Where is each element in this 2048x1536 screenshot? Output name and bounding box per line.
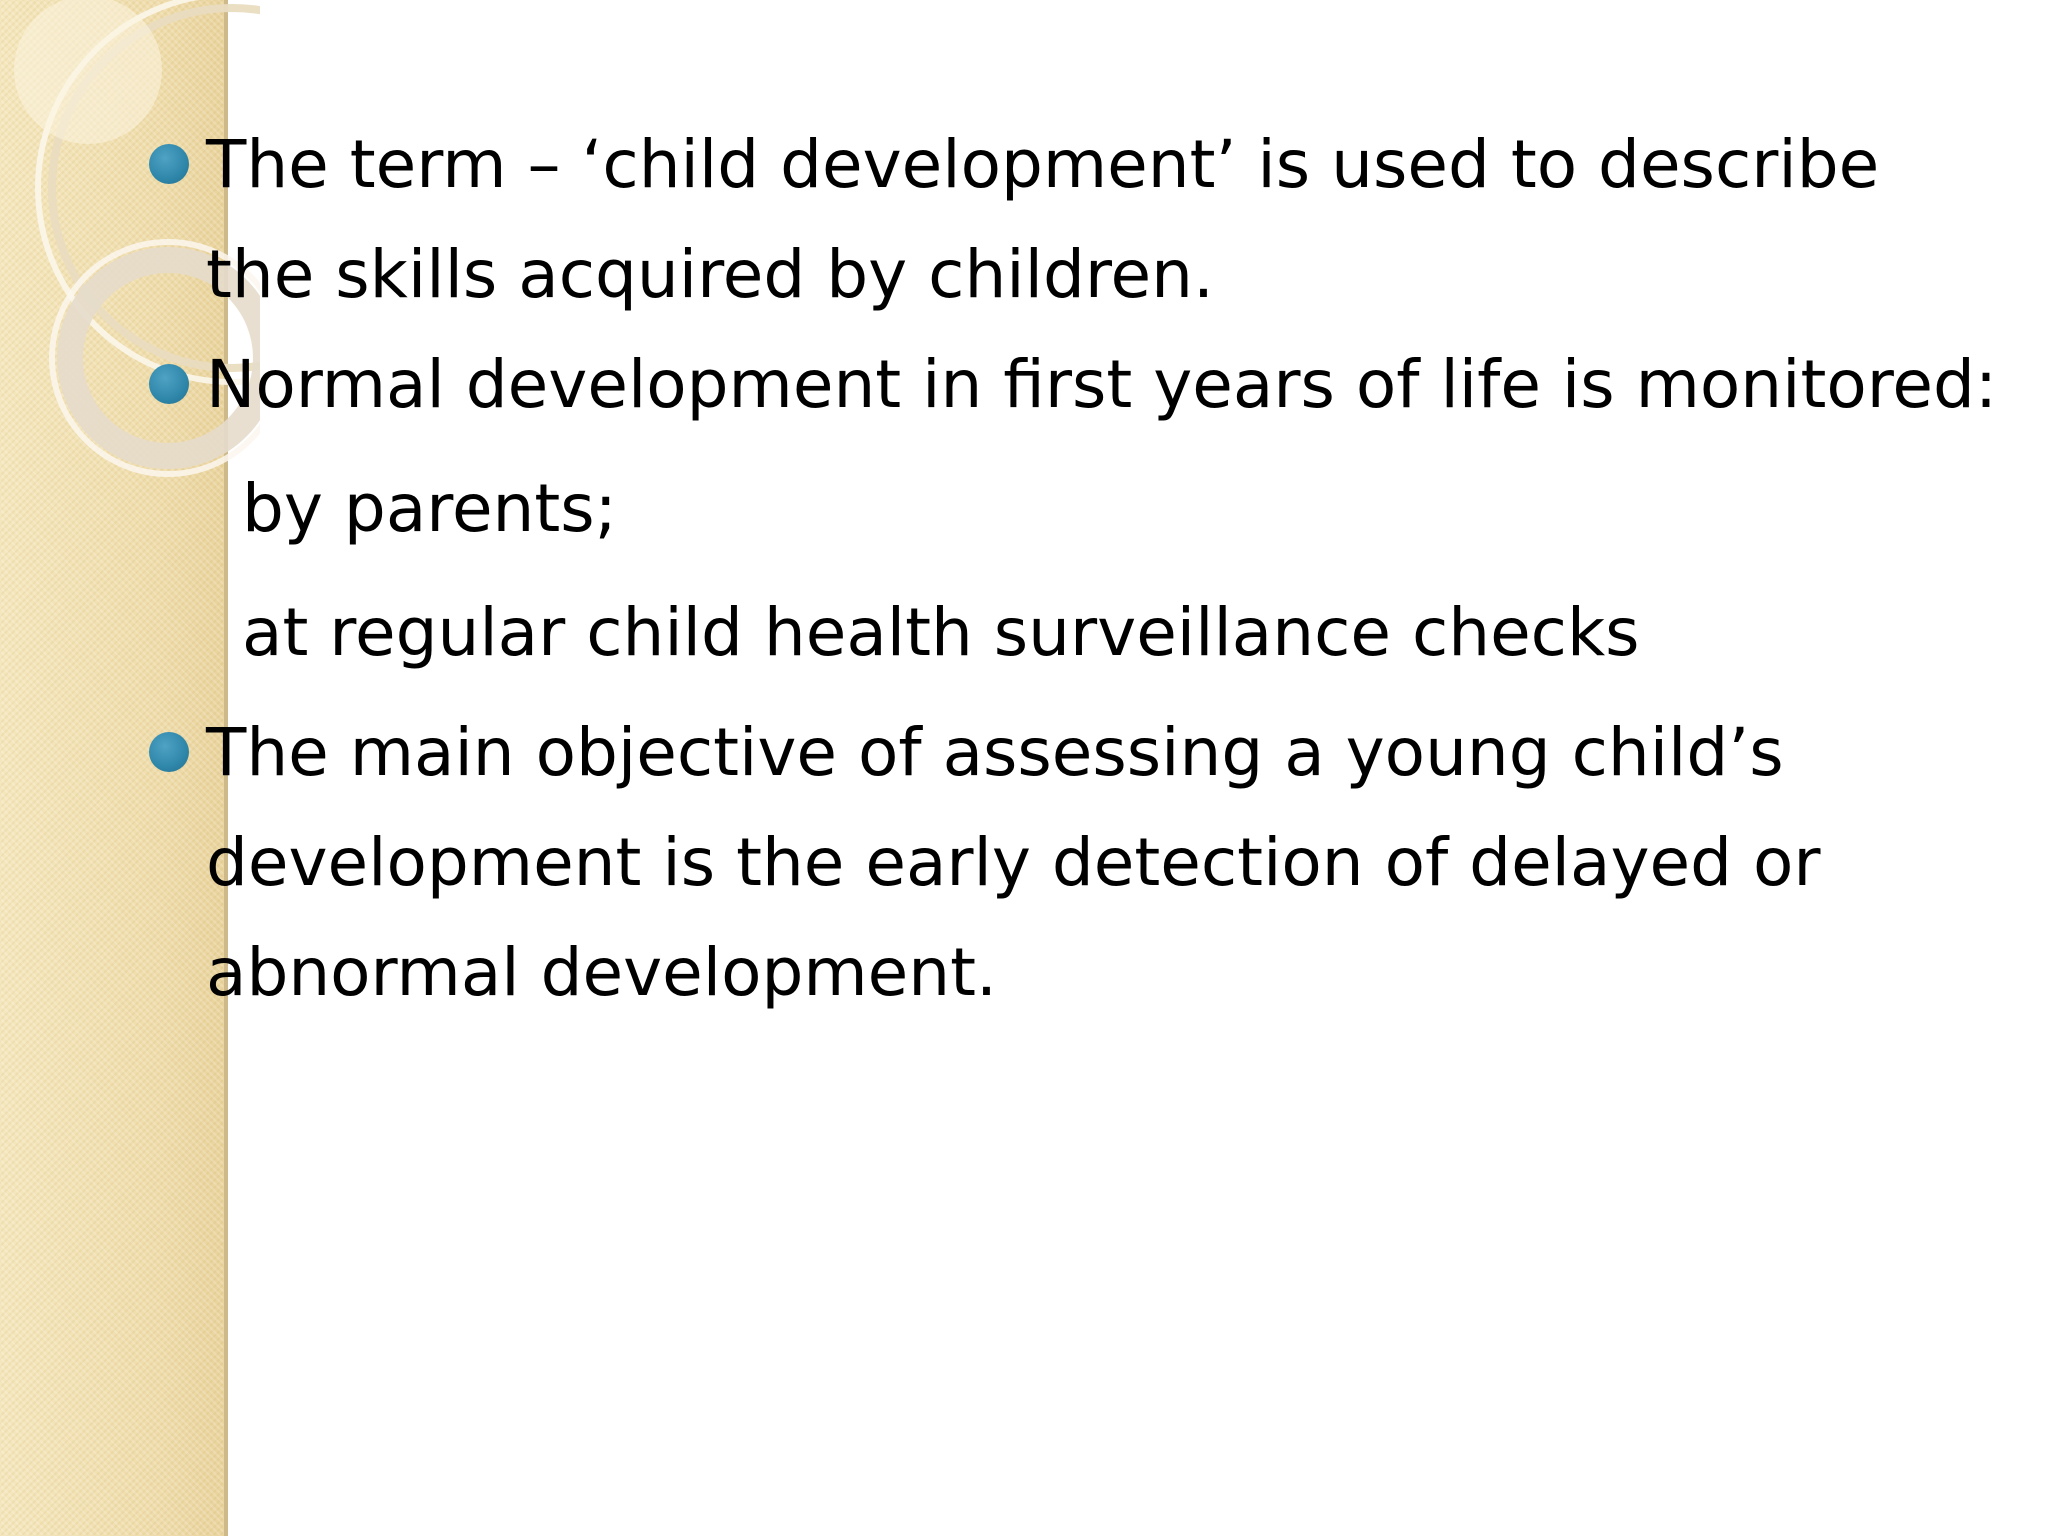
bullet-text: The main objective of assessing a young child’s development is the early detection of delayed or abnormal development. bbox=[206, 714, 1821, 1011]
bullet-dot-icon bbox=[149, 144, 189, 184]
sub-item-by-parents: by parents; bbox=[242, 470, 617, 547]
bullet-item-main-objective bbox=[140, 698, 2000, 1028]
bullet-dot-icon bbox=[149, 732, 189, 772]
slide-content bbox=[140, 110, 2000, 1028]
bullet-text: The term – ‘child development’ is used to describe the skills acquired by children. bbox=[206, 126, 1880, 313]
bullet-item-child-development bbox=[140, 110, 2000, 330]
bullet-dot-icon bbox=[149, 364, 189, 404]
bullet-item-normal-development bbox=[140, 330, 2000, 440]
sub-item-health-checks: at regular child health surveillance checks bbox=[242, 594, 1640, 671]
bullet-text: Normal development in first years of life is monitored: bbox=[206, 346, 1998, 423]
